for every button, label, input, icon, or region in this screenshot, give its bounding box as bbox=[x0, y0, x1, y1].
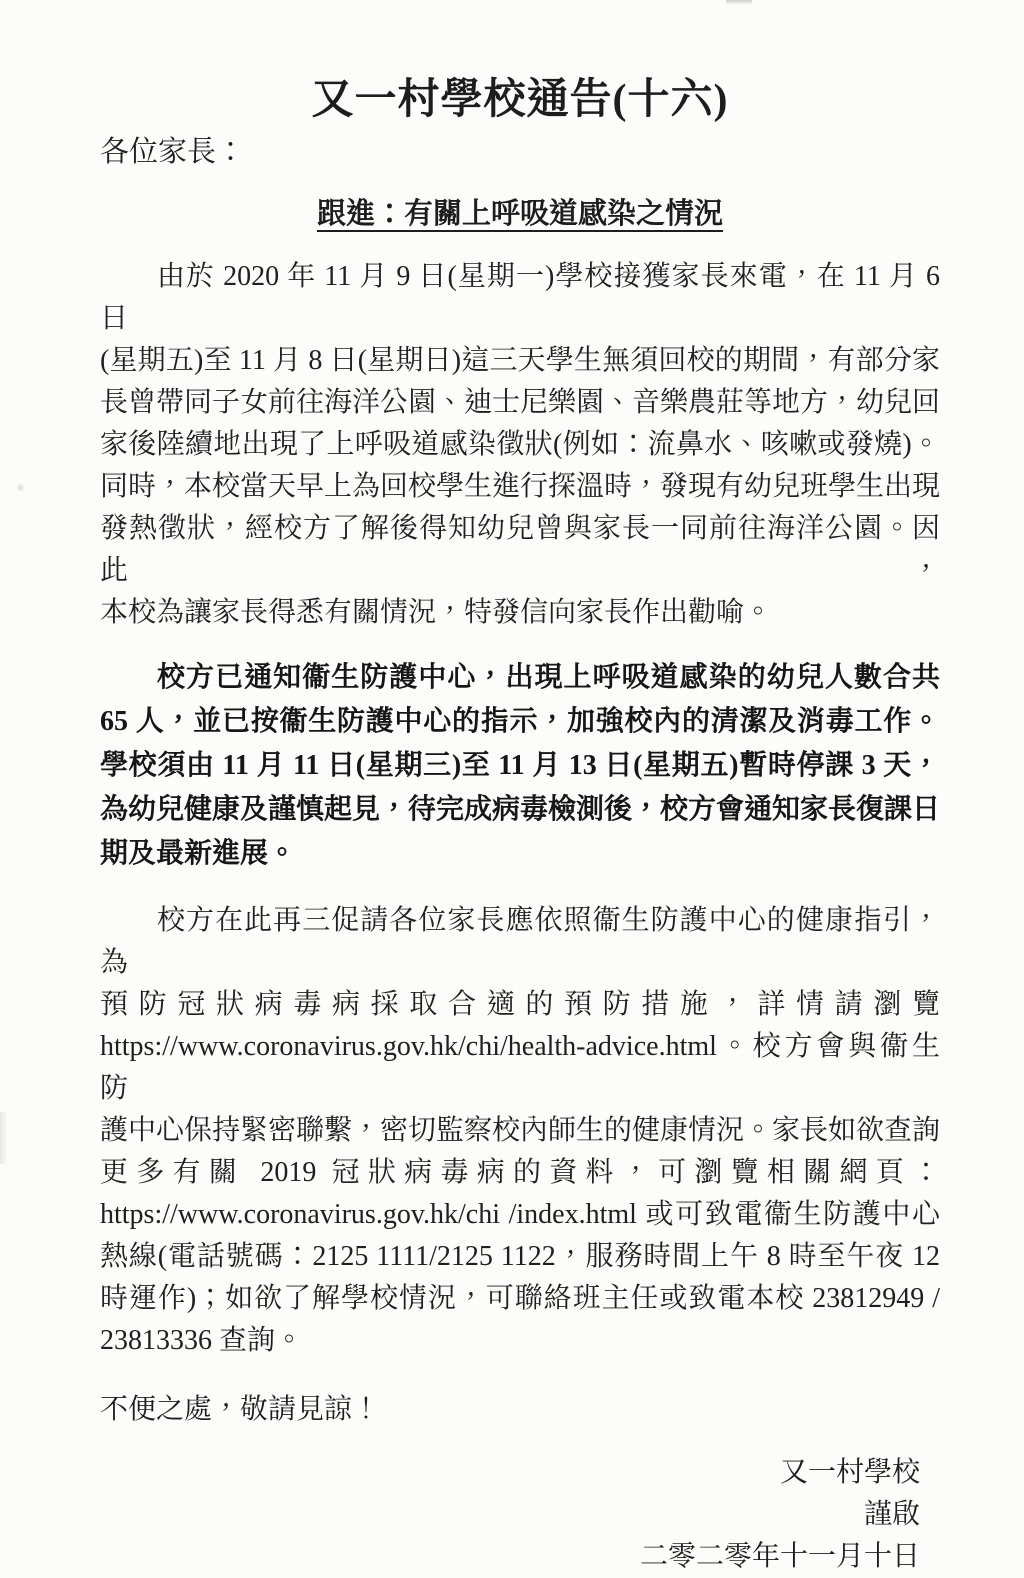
paragraph-line: 更多有關 2019 冠狀病毒病的資料，可瀏覽相關網頁： bbox=[100, 1157, 940, 1188]
paragraph-line: 學校須由 11 月 11 日(星期三)至 11 月 13 日(星期五)暫時停課 3 天， bbox=[100, 750, 940, 781]
subject-text: 跟進：有關上呼吸道感染之情況 bbox=[316, 198, 723, 230]
paragraph-line: 23813336 查詢。 bbox=[100, 1325, 304, 1356]
subject-heading bbox=[100, 196, 940, 232]
paragraph-line: 時運作)；如欲了解學校情況，可聯絡班主任或致電本校 23812949 / bbox=[100, 1283, 940, 1314]
scan-artifact bbox=[726, 0, 752, 5]
paragraph-line: 期及最新進展。 bbox=[100, 838, 297, 869]
salutation: 各位家長： bbox=[100, 136, 246, 168]
paragraph-line: 家後陸續地出現了上呼吸道感染徵狀(例如：流鼻水、咳嗽或發燒)。 bbox=[100, 429, 940, 460]
paragraph-line-url: https://www.coronavirus.gov.hk/chi /index.html 或可致電衞生防護中心 bbox=[100, 1199, 940, 1230]
paragraph-line-url: https://www.coronavirus.gov.hk/chi/health-advice.html。校方會與衞生防 bbox=[100, 1031, 940, 1104]
paragraph-suspension-notice bbox=[100, 656, 940, 876]
signature-date: 二零二零年十一月十日 bbox=[639, 1541, 920, 1572]
paragraph-line: 為幼兒健康及謹慎起見，待完成病毒檢測後，校方會通知家長復課日 bbox=[100, 794, 941, 825]
paragraph-line: 預防冠狀病毒病採取合適的預防措施，詳情請瀏覽 bbox=[100, 989, 940, 1020]
paragraph-line: 65 人，並已按衞生防護中心的指示，加強校內的清潔及消毒工作。 bbox=[100, 706, 940, 737]
signature-school-name: 又一村學校 bbox=[779, 1457, 920, 1488]
paragraph-line: 校方在此再三促請各位家長應依照衞生防護中心的健康指引，為 bbox=[100, 905, 940, 978]
paragraph-line: 護中心保持緊密聯繫，密切監察校內師生的健康情況。家長如欲查詢 bbox=[100, 1115, 941, 1146]
paragraph-line: 長曾帶同子女前往海洋公園、迪士尼樂園、音樂農莊等地方，幼兒回 bbox=[100, 387, 941, 418]
paragraph-line: 同時，本校當天早上為回校學生進行探溫時，發現有幼兒班學生出現 bbox=[100, 471, 941, 502]
paragraph-line: 由於 2020 年 11 月 9 日(星期一)學校接獲家長來電，在 11 月 6 日 bbox=[100, 261, 940, 334]
paragraph-intro bbox=[100, 256, 940, 634]
signature-sign-off: 謹啟 bbox=[863, 1499, 920, 1530]
paragraph-line: (星期五)至 11 月 8 日(星期日)這三天學生無須回校的期間，有部分家 bbox=[100, 345, 940, 376]
notice-title: 又一村學校通告(十六) bbox=[311, 77, 729, 123]
paragraph-line: 校方已通知衞生防護中心，出現上呼吸道感染的幼兒人數合共 bbox=[157, 662, 940, 693]
paragraph-health-advice bbox=[100, 900, 940, 1362]
closing-line: 不便之處，敬請見諒！ bbox=[100, 1394, 381, 1425]
signature-block bbox=[100, 1452, 940, 1578]
paragraph-line: 發熱徵狀，經校方了解後得知幼兒曾與家長一同前往海洋公園。因此， bbox=[100, 513, 940, 586]
scan-artifact bbox=[16, 483, 25, 492]
paragraph-line: 熱線(電話號碼：2125 1111/2125 1122，服務時間上午 8 時至午夜 12 bbox=[100, 1241, 940, 1272]
paragraph-line: 本校為讓家長得悉有關情況，特發信向家長作出勸喻。 bbox=[100, 597, 773, 628]
scan-artifact bbox=[0, 1112, 8, 1164]
